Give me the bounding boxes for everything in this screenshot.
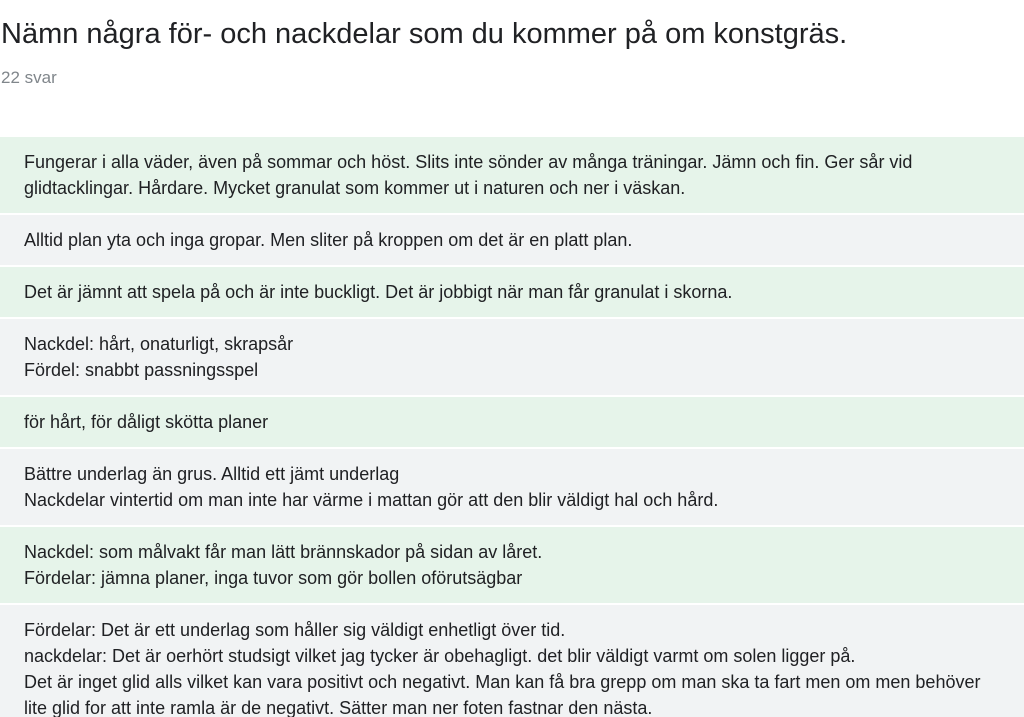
response-count: 22 svar [1,68,57,87]
response-text: Nackdelar vintertid om man inte har värme i mattan gör att den blir väldigt hal och hård. [24,490,719,510]
response-text: Det är jämnt att spela på och är inte buckligt. Det är jobbigt när man får granulat i skorna. [24,282,733,302]
response-text: Fördel: snabbt passningsspel [24,360,259,380]
response-item [0,397,1024,449]
response-text: Bättre underlag än grus. Alltid ett jämt underlag [24,464,400,484]
response-text: nackdelar: Det är oerhört studsigt vilket jag tycker är obehagligt. det blir väldigt varmt om solen ligger på. [24,646,856,666]
response-item [0,267,1024,319]
response-item [0,449,1024,527]
response-item [0,215,1024,267]
response-text: Alltid plan yta och inga gropar. Men sliter på kroppen om det är en platt plan. [24,230,633,250]
response-text: för hårt, för dåligt skötta planer [24,412,269,432]
response-item [0,605,1024,717]
response-item [0,137,1024,215]
response-item [0,319,1024,397]
response-text: Det är inget glid alls vilket kan vara positivt och negativt. Man kan få bra grepp om man ska ta fart men om men behöver lite glid for att inte ramla är de negativt. Sätter man ner foten fastnar den nästa. [24,672,981,717]
response-text: Fördelar: jämna planer, inga tuvor som gör bollen oförutsägbar [24,568,523,588]
response-text: Fördelar: Det är ett underlag som håller sig väldigt enhetligt över tid. [24,620,566,640]
question-title: Nämn några för- och nackdelar som du kommer på om konstgräs. [1,18,848,50]
response-item [0,527,1024,605]
response-text: Fungerar i alla väder, även på sommar och höst. Slits inte sönder av många träningar. Jämn och fin. Ger sår vid glidtacklingar. Hårdare. Mycket granulat som kommer ut i naturen och ner i väskan. [24,152,913,198]
response-list [0,137,1024,717]
response-text: Nackdel: som målvakt får man lätt brännskador på sidan av låret. [24,542,543,562]
response-text: Nackdel: hårt, onaturligt, skrapsår [24,334,294,354]
